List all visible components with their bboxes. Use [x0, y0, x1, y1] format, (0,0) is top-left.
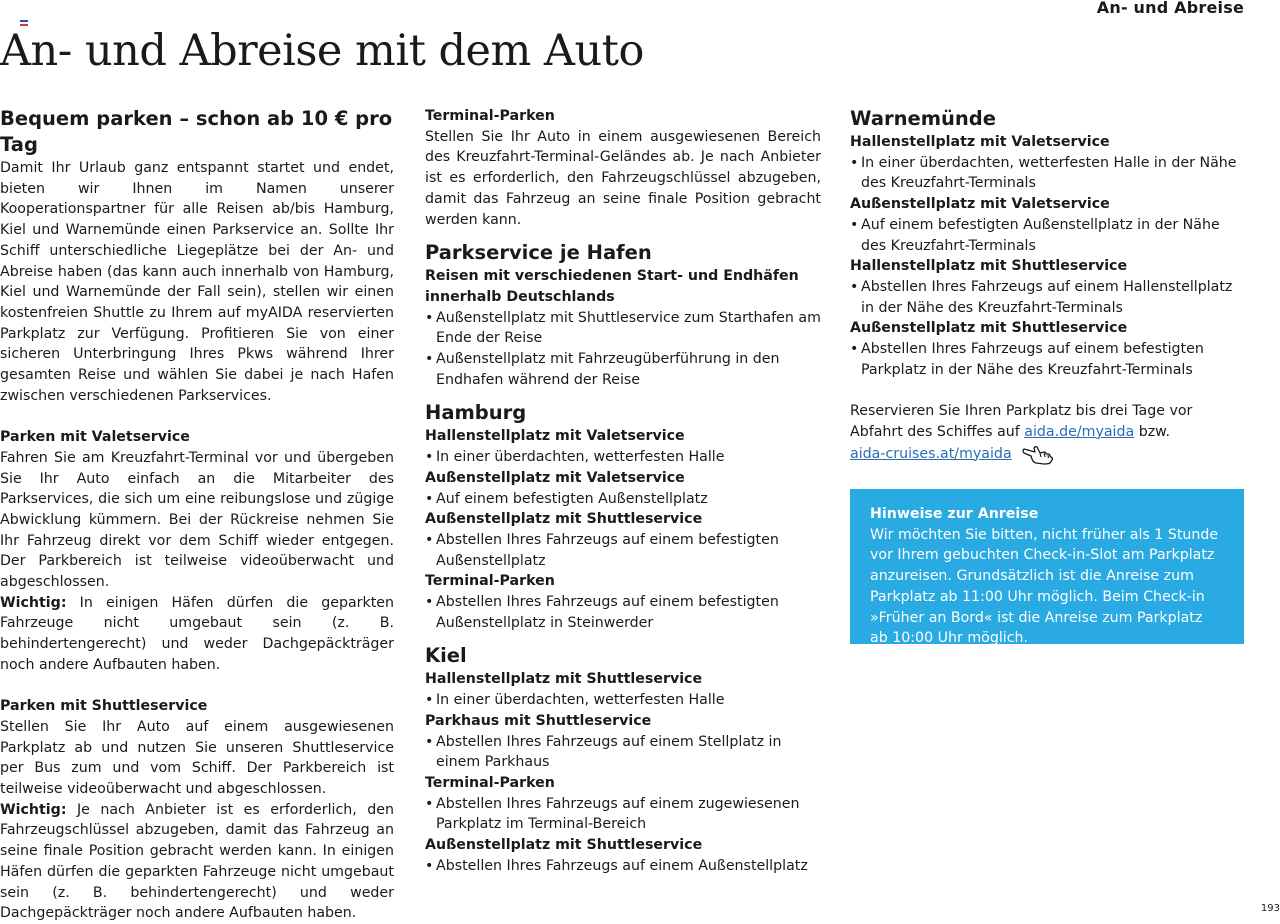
shuttle-important: [0, 800, 394, 924]
heading-terminal-parking: Terminal-Parken: [425, 108, 555, 124]
reservation-paragraph: [850, 401, 1244, 464]
notice-text: Wir möchten Sie bitten, nicht früher als 1 Stunde vor Ihrem gebuchten Check-in-Slot am Parkplatz anzureisen. Grundsätzlich ist die Anreise zum Parkplatz ab 11:00 Uhr möglich. Beim Check-in »Früher an Bord« ist die Anreise zum Parkplatz ab 10:00 Uhr möglich.: [870, 526, 1219, 647]
bullet-list: [425, 732, 821, 773]
bullet-list: [425, 794, 821, 835]
heading-valet: Parken mit Valetservice: [0, 429, 190, 446]
intro-paragraph: Damit Ihr Urlaub ganz entspannt startet und endet, bieten wir Ihnen im Namen unserer Kooperationspartner für alle Reisen ab/bis Hamburg, Kiel und Warnemünde einen Parkservice an. Sollte Ihr Schiff unterschiedliche Liegeplätze bei der An- und Abreise haben (das kann auch innerhalb von Hamburg, Kiel und Warnemünde der Fall sein), stellen wir einen kostenfreien Shuttle zu Ihrem auf myAIDA reservierten Parkplatz zur Verfügung. Profitieren Sie von einer sicheren Unterbringung Ihres Pkws während Ihrer gesamten Reise und wählen Sie dabei je nach Hafen zwischen verschiedenen Parkservices.: [0, 160, 394, 404]
bullet-list: [425, 530, 821, 571]
bullet-list: [850, 277, 1244, 318]
section-label: An- und Abreise: [1096, 0, 1244, 17]
subheading: Hallenstellplatz mit Valetservice: [850, 134, 1110, 150]
list-item: • Abstellen Ihres Fahrzeugs auf einem Hallenstellplatz in der Nähe des Kreuzfahrt-Terminals: [850, 277, 1244, 318]
subheading: Terminal-Parken: [425, 774, 555, 791]
subheading: Terminal-Parken: [425, 573, 555, 590]
list-item: • Abstellen Ihres Fahrzeugs auf einem befestigten Außenstellplatz: [425, 530, 821, 571]
column-left: [0, 106, 394, 924]
list-item: • Auf einem befestigten Außenstellplatz in der Nähe des Kreuzfahrt-Terminals: [850, 215, 1244, 256]
column-middle: [425, 106, 821, 877]
list-item: • Abstellen Ihres Fahrzeugs auf einem zugewiesenen Parkplatz im Terminal-Bereich: [425, 794, 821, 835]
bullet-list: [425, 856, 821, 877]
bullet-list: [425, 447, 821, 468]
subheading: Außenstellplatz mit Valetservice: [425, 469, 685, 486]
heading-kiel: Kiel: [425, 644, 467, 668]
important-label: Wichtig:: [0, 801, 67, 818]
list-item: • Abstellen Ihres Fahrzeugs auf einem befestigten Parkplatz in der Nähe des Kreuzfahrt-Terminals: [850, 339, 1244, 380]
list-item: • Abstellen Ihres Fahrzeugs auf einem befestigten Außenstellplatz in Steinwerder: [425, 592, 821, 633]
list-item: • Abstellen Ihres Fahrzeugs auf einem Außenstellplatz: [425, 856, 821, 877]
heading-hamburg: Hamburg: [425, 401, 527, 425]
shuttle-paragraph: Stellen Sie Ihr Auto auf einem ausgewiesenen Parkplatz ab und nutzen Sie unseren Shuttleservice per Bus zum und vom Schiff. Der Parkbereich ist teilweise videoüberwacht und abgeschlossen.: [0, 718, 394, 798]
heading-warnemuende: Warnemünde: [850, 107, 996, 130]
page-number: 193: [1260, 903, 1280, 914]
bullet-list: [425, 489, 821, 510]
aida-de-link[interactable]: aida.de/myaida: [1024, 423, 1135, 440]
reservation-text-2: bzw.: [1134, 423, 1170, 440]
subheading: Hallenstellplatz mit Valetservice: [425, 428, 685, 445]
important-text: In einigen Häfen dürfen die geparkten Fahrzeuge nicht umgebaut sein (z. B. behindertengerecht) und weder Dachgepäckträger noch andere Aufbauten haben.: [0, 594, 394, 673]
heading-parking-offer: Bequem parken – schon ab 10 € pro Tag: [0, 107, 393, 156]
subheading: Hallenstellplatz mit Shuttleservice: [425, 671, 703, 688]
valet-paragraph: Fahren Sie am Kreuzfahrt-Terminal vor und übergeben Sie Ihr Auto einfach an die Mitarbeiter des Parkservices, die sich um eine reibungslose und zügige Abwicklung kümmern. Bei der Rückreise nehmen Sie Ihr Fahrzeug direkt vor dem Schiff wieder entgegen. Der Parkbereich ist teilweise videoüberwacht und abgeschlossen.: [0, 449, 394, 591]
different-ports-list: [425, 308, 821, 391]
arrival-notice-box: [850, 489, 1244, 647]
aida-cruises-at-link[interactable]: aida-cruises.at/myaida: [850, 445, 1012, 462]
subheading: Außenstellplatz mit Shuttleservice: [425, 511, 703, 528]
bullet-list: [425, 690, 821, 711]
page-title: An- und Abreise mit dem Auto: [0, 26, 644, 76]
reservation-text: Reservieren Sie Ihren Parkplatz bis drei Tage vor Abfahrt des Schiffes auf: [850, 403, 1193, 440]
important-text: Je nach Anbieter ist es erforderlich, den Fahrzeugschlüssel abzugeben, damit das Fahrzeug an seine finale Position gebracht werden kann. In einigen Häfen dürfen die geparkten Fahrzeuge nicht umgebaut sein (z. B. behindertengerecht) und weder Dachgepäckträger noch andere Aufbauten haben.: [0, 801, 394, 922]
heading-shuttle: Parken mit Shuttleservice: [0, 698, 208, 715]
heading-different-ports: Reisen mit verschiedenen Start- und Endhäfen innerhalb Deutschlands: [425, 268, 799, 305]
bullet-list: [850, 153, 1244, 194]
list-item: • In einer überdachten, wetterfesten Halle: [425, 447, 821, 468]
heading-parkservice-per-port: Parkservice je Hafen: [425, 241, 652, 265]
list-item: • In einer überdachten, wetterfesten Halle in der Nähe des Kreuzfahrt-Terminals: [850, 153, 1244, 194]
bullet-list: [850, 339, 1244, 380]
terminal-paragraph: Stellen Sie Ihr Auto in einem ausgewiesenen Bereich des Kreuzfahrt-Terminal-Geländes ab. Je nach Anbieter ist es erforderlich, den Fahrzeugschlüssel abzugeben, damit das Fahrzeug an seine finale Position gebracht werden kann.: [425, 128, 821, 228]
column-right: [850, 106, 1244, 465]
subheading: Außenstellplatz mit Shuttleservice: [850, 320, 1128, 337]
subheading: Parkhaus mit Shuttleservice: [425, 712, 652, 729]
subheading: Außenstellplatz mit Valetservice: [850, 196, 1110, 213]
list-item: • Abstellen Ihres Fahrzeugs auf einem Stellplatz in einem Parkhaus: [425, 732, 821, 773]
pointing-hand-icon: [1022, 443, 1054, 465]
list-item: • Außenstellplatz mit Shuttleservice zum Starthafen am Ende der Reise: [425, 308, 821, 349]
subheading: Hallenstellplatz mit Shuttleservice: [850, 258, 1128, 275]
bullet-list: [850, 215, 1244, 256]
bullet-list: [425, 592, 821, 633]
list-item: • Außenstellplatz mit Fahrzeugüberführung in den Endhafen während der Reise: [425, 349, 821, 390]
important-label: Wichtig:: [0, 594, 67, 611]
list-item: • In einer überdachten, wetterfesten Halle: [425, 690, 821, 711]
notice-title: Hinweise zur Anreise: [870, 506, 1039, 522]
subheading: Außenstellplatz mit Shuttleservice: [425, 837, 703, 854]
list-item: • Auf einem befestigten Außenstellplatz: [425, 489, 821, 510]
valet-important: [0, 593, 394, 676]
